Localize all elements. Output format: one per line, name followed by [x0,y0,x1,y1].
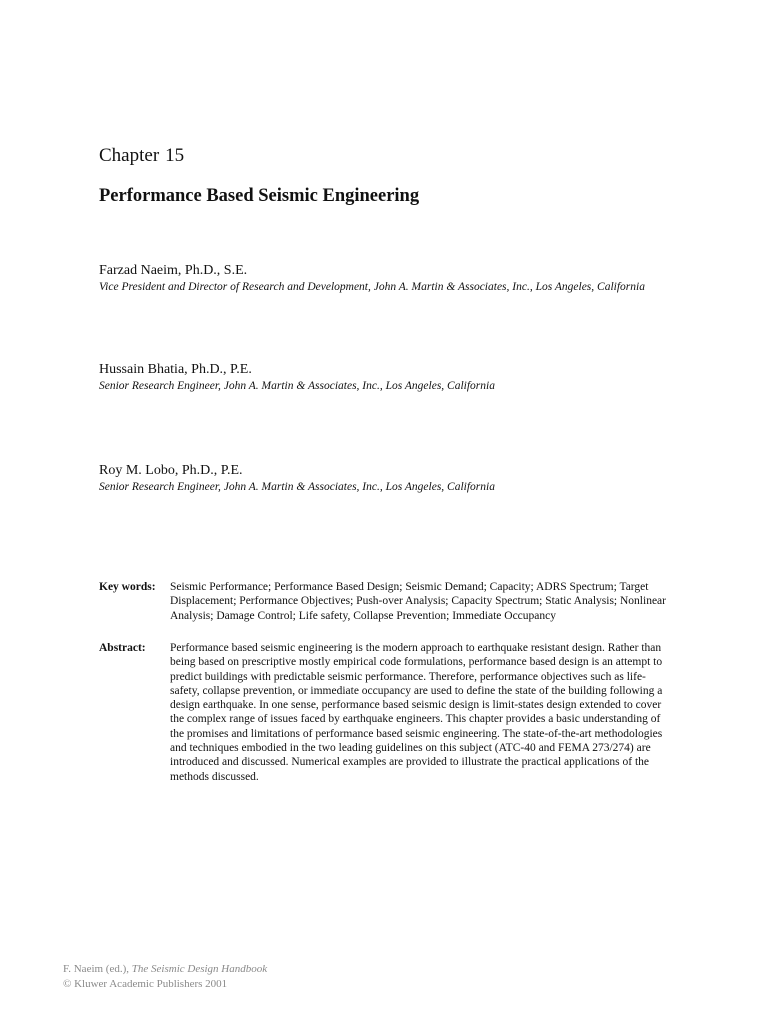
chapter-title: Performance Based Seismic Engineering [99,186,420,206]
author-block-2 [99,361,495,394]
author-block-1 [99,262,645,295]
abstract-text: Performance based seismic engineering is the modern approach to earthquake resistant design. Rather than being based on prescriptive mostly empirical code formulations, performance based design is an attempt to predict buildings with predictable seismic performance. Therefore, performance objectives such as life-safety, collapse prevention, or immediate occupancy are used to define the state of the building following a design earthquake. In one sense, performance based seismic design is limit-states design extended to cover the complex range of issues faced by earthquake engineers. This chapter provides a basic understanding of the promises and limitations of performance based seismic engineering. The state-of-the-art methodologies and techniques embodied in the two leading guidelines on this subject (ATC-40 and FEMA 273/274) are introduced and discussed. Numerical examples are provided to illustrate the practical applications of the methods discussed. [170,642,663,783]
footer-copyright: © Kluwer Academic Publishers 2001 [63,978,228,990]
chapter-word: Chapter [99,145,160,166]
chapter-label [99,145,184,167]
author-name: Farzad Naeim, Ph.D., S.E. [99,263,248,278]
keywords-text: Seismic Performance; Performance Based Design; Seismic Demand; Capacity; ADRS Spectrum; Target Displacement; Performance Objectives; Push-over Analysis; Capacity Spectrum; Static Analysis; Nonlinear Analysis; Damage Control; Life safety, Collapse Prevention; Immediate Occupancy [170,581,666,622]
footer-citation [63,962,267,977]
author-name: Roy M. Lobo, Ph.D., P.E. [99,463,243,478]
keywords-section [99,580,669,623]
author-affiliation: Senior Research Engineer, John A. Martin & Associates, Inc., Los Angeles, California [99,481,495,493]
keywords-label: Key words: [99,581,156,593]
chapter-number: 15 [165,145,185,166]
author-block-3 [99,462,495,495]
abstract-label: Abstract: [99,642,146,654]
author-name: Hussain Bhatia, Ph.D., P.E. [99,362,252,377]
author-affiliation: Vice President and Director of Research and Development, John A. Martin & Associates, Inc., Los Angeles, California [99,281,645,293]
abstract-section [99,641,669,784]
footer-book-title: The Seismic Design Handbook [131,963,268,975]
page-footer [63,962,267,992]
footer-editor: F. Naeim (ed.), [63,963,130,975]
author-affiliation: Senior Research Engineer, John A. Martin & Associates, Inc., Los Angeles, California [99,380,495,392]
